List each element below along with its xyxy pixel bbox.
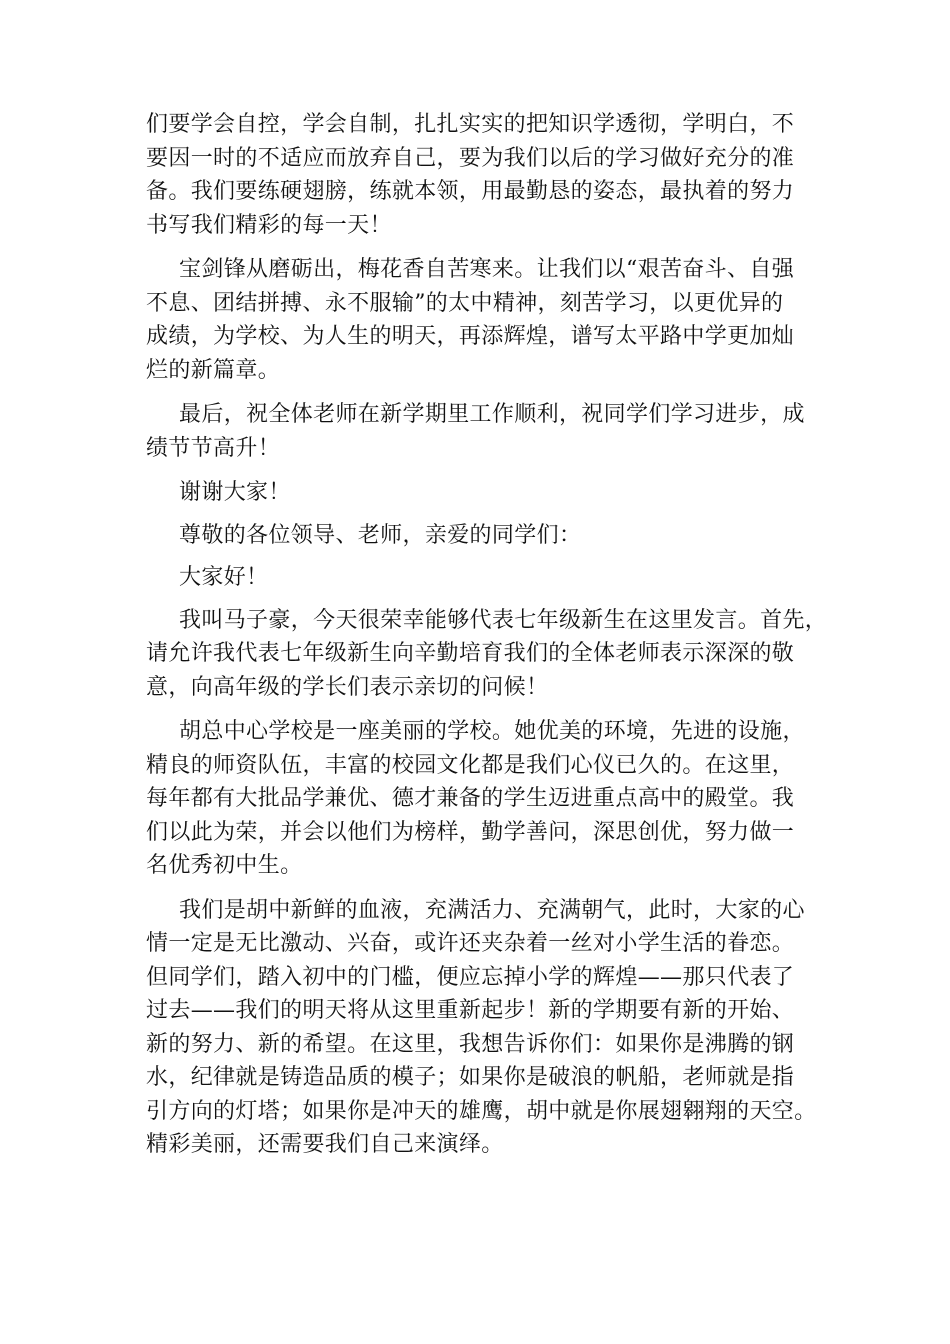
text-line: 但同学们，踏入初中的门槛，便应忘掉小学的辉煌——那只代表了 bbox=[146, 964, 795, 990]
paragraph-best-wishes bbox=[146, 398, 814, 465]
text-line: 备。我们要练硬翅膀，练就本领，用最勤恳的姿态，最执着的努力 bbox=[146, 179, 795, 204]
text-line: 精良的师资队伍，丰富的校园文化都是我们心仪已久的。在这里， bbox=[146, 752, 795, 778]
text-line: 我叫马子豪，今天很荣幸能够代表七年级新生在这里发言。首先， bbox=[179, 607, 828, 633]
text-line: 胡总中心学校是一座美丽的学校。她优美的环境，先进的设施， bbox=[179, 719, 805, 744]
text-line: 水，纪律就是铸造品质的模子；如果你是破浪的帆船，老师就是指 bbox=[146, 1065, 795, 1090]
text-line: 请允许我代表七年级新生向辛勤培育我们的全体老师表示深深的敬 bbox=[146, 641, 795, 666]
paragraph-thanks bbox=[146, 476, 814, 510]
text-line: 们以此为荣，并会以他们为榜样，勤学善问，深思创优，努力做一 bbox=[146, 819, 795, 845]
text-line: 烂的新篇章。 bbox=[146, 357, 281, 383]
text-line: 宝剑锋从磨砺出，梅花香自苦寒来。让我们以“艰苦奋斗、自强 bbox=[179, 257, 795, 282]
paragraph-school-spirit bbox=[146, 253, 814, 387]
paragraph-introduction bbox=[146, 604, 828, 705]
document-body bbox=[146, 108, 828, 1162]
text-line: 要因一时的不适应而放弃自己，要为我们以后的学习做好充分的准 bbox=[146, 145, 795, 171]
text-line: 大家好！ bbox=[179, 565, 269, 590]
text-line: 最后，祝全体老师在新学期里工作顺利，祝同学们学习进步，成 bbox=[179, 402, 805, 427]
paragraph-salutation bbox=[146, 519, 814, 553]
text-line: 成绩，为学校、为人生的明天，再添辉煌，谱写太平路中学更加灿 bbox=[146, 324, 795, 349]
text-line: 不息、团结拼搏、永不服输”的太中精神，刻苦学习，以更优异的 bbox=[146, 290, 784, 316]
text-line: 情一定是无比激动、兴奋，或许还夹杂着一丝对小学生活的眷恋。 bbox=[146, 931, 795, 956]
text-line: 们要学会自控，学会自制，扎扎实实的把知识学透彻，学明白，不 bbox=[146, 112, 795, 137]
text-line: 我们是胡中新鲜的血液，充满活力、充满朝气，此时，大家的心 bbox=[179, 897, 805, 923]
text-line: 过去——我们的明天将从这里重新起步！新的学期要有新的开始、 bbox=[146, 998, 795, 1023]
text-line: 尊敬的各位领导、老师，亲爱的同学们： bbox=[179, 522, 582, 548]
text-line: 精彩美丽，还需要我们自己来演绎。 bbox=[146, 1132, 504, 1157]
text-line: 谢谢大家！ bbox=[179, 480, 291, 505]
text-line: 每年都有大批品学兼优、德才兼备的学生迈进重点高中的殿堂。我 bbox=[146, 786, 795, 811]
text-line: 绩节节高升！ bbox=[146, 435, 281, 461]
text-line: 意，向高年级的学长们表示亲切的问候！ bbox=[146, 674, 549, 700]
text-line: 新的努力、新的希望。在这里，我想告诉你们：如果你是沸腾的钢 bbox=[146, 1031, 795, 1057]
text-line: 名优秀初中生。 bbox=[146, 853, 303, 878]
text-line: 引方向的灯塔；如果你是冲天的雄鹰，胡中就是你展翅翱翔的天空。 bbox=[146, 1098, 817, 1124]
paragraph-school-description bbox=[146, 715, 814, 883]
paragraph-greeting bbox=[146, 561, 814, 595]
paragraph-self-discipline bbox=[146, 108, 814, 242]
paragraph-new-beginning bbox=[146, 894, 817, 1162]
text-line: 书写我们精彩的每一天！ bbox=[146, 212, 392, 238]
